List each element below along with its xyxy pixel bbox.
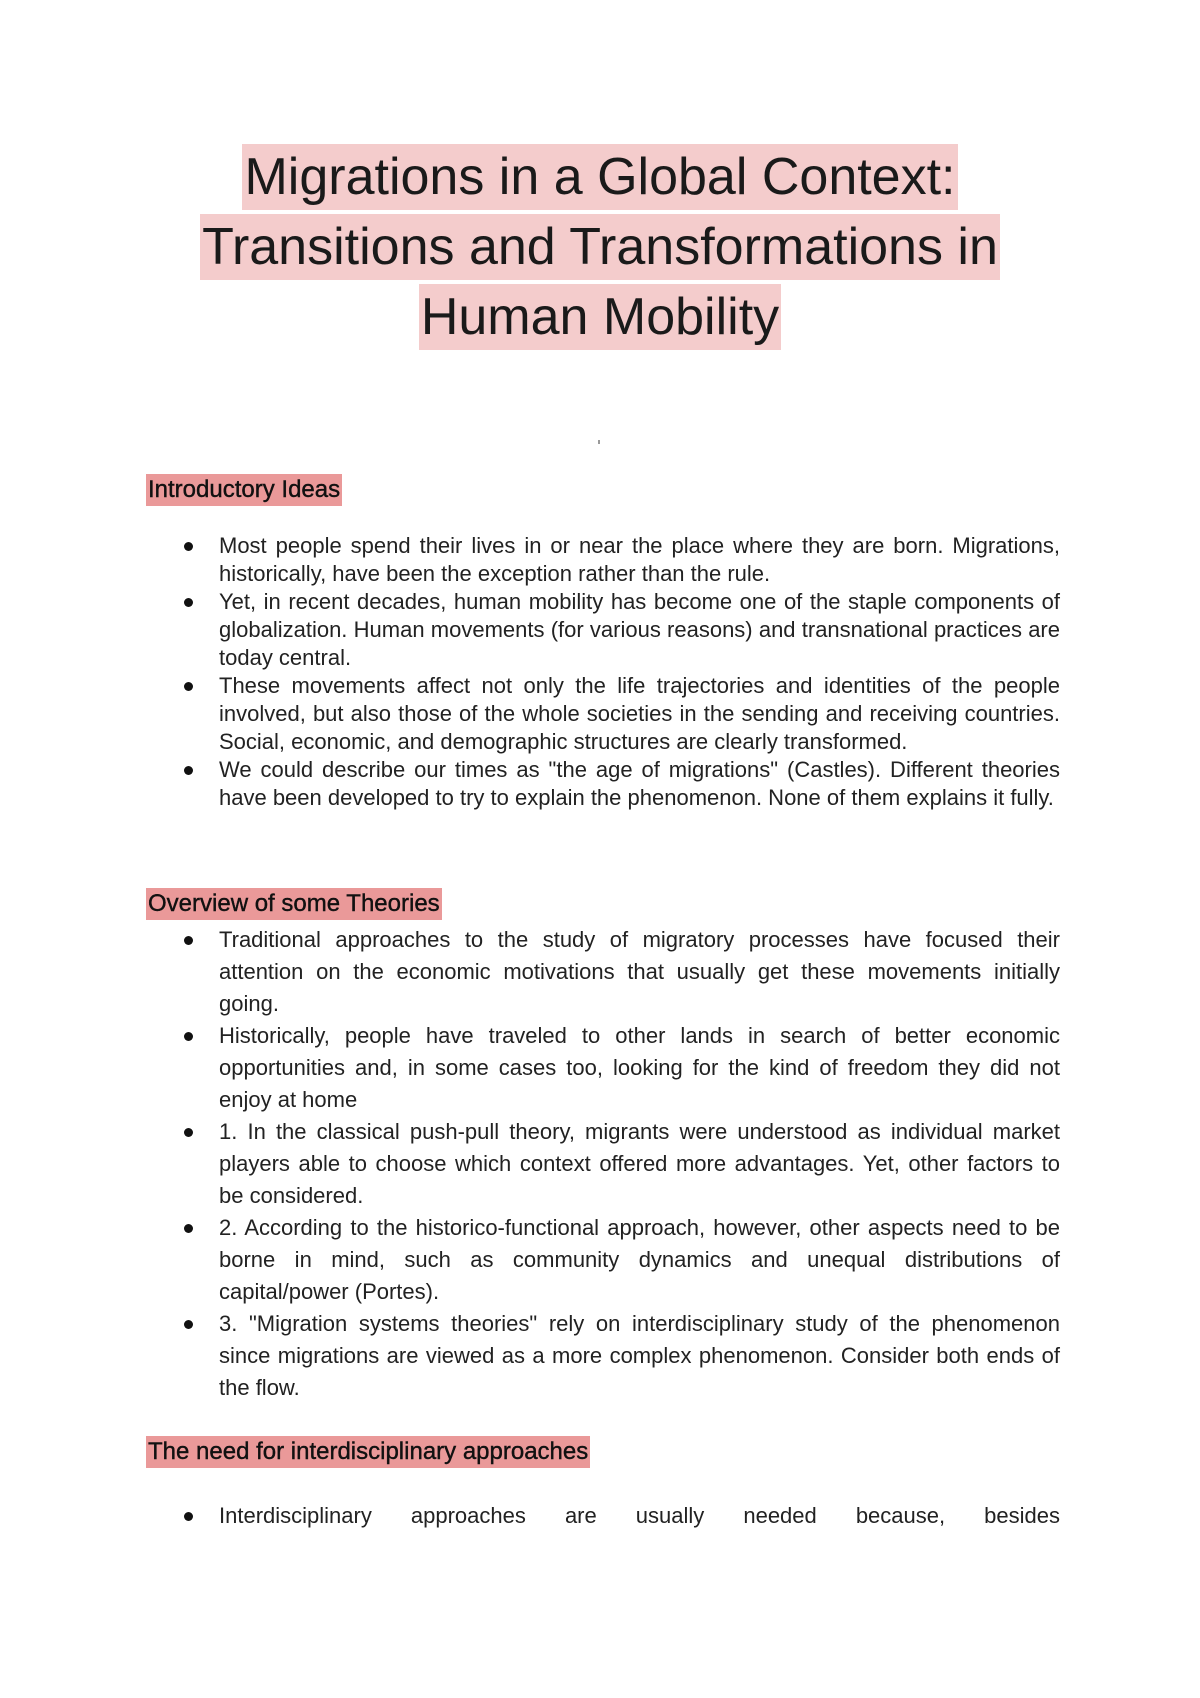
bullet-dot-icon	[184, 682, 193, 691]
section-heading: The need for interdisciplinary approaches	[146, 1436, 590, 1468]
list-item	[146, 1116, 1060, 1212]
bullet-dot-icon	[184, 598, 193, 607]
list-item	[146, 588, 1060, 672]
bullet-dot-icon	[184, 1032, 193, 1041]
bullet-list	[146, 1500, 1060, 1532]
list-item	[146, 1212, 1060, 1308]
bullet-dot-icon	[184, 1128, 193, 1137]
bullet-dot-icon	[184, 1224, 193, 1233]
section-heading: Overview of some Theories	[146, 888, 442, 920]
document-title	[0, 142, 1200, 352]
bullet-list	[146, 924, 1060, 1404]
list-item-text: Interdisciplinary approaches are usually needed because, besides	[219, 1503, 1060, 1528]
section-interdisciplinary-approaches	[146, 1436, 1060, 1532]
list-item	[146, 1308, 1060, 1404]
list-item-text: We could describe our times as "the age of migrations" (Castles). Different theories have been developed to try to explain the phenomenon. None of them explains it fully.	[219, 757, 1060, 810]
stray-mark	[598, 440, 600, 444]
list-item-text: Most people spend their lives in or near the place where they are born. Migrations, historically, have been the exception rather than the rule.	[219, 533, 1060, 586]
section-introductory-ideas	[146, 474, 1060, 812]
list-item-text: 1. In the classical push-pull theory, migrants were understood as individual market players able to choose which context offered more advantages. Yet, other factors to be considered.	[219, 1119, 1060, 1208]
bullet-dot-icon	[184, 936, 193, 945]
list-item-text: Historically, people have traveled to other lands in search of better economic opportunities and, in some cases too, looking for the kind of freedom they did not enjoy at home	[219, 1023, 1060, 1112]
bullet-dot-icon	[184, 542, 193, 551]
list-item	[146, 1500, 1060, 1532]
section-heading: Introductory Ideas	[146, 474, 342, 506]
section-overview-of-theories	[146, 888, 1060, 1404]
bullet-list	[146, 532, 1060, 812]
list-item	[146, 1020, 1060, 1116]
list-item-text: Yet, in recent decades, human mobility has become one of the staple components of globalization. Human movements (for various reasons) and transnational practices are today central.	[219, 589, 1060, 670]
list-item-text: 2. According to the historico-functional approach, however, other aspects need to be borne in mind, such as community dynamics and unequal distributions of capital/power (Portes).	[219, 1215, 1060, 1304]
bullet-dot-icon	[184, 1320, 193, 1329]
list-item-text: 3. "Migration systems theories" rely on interdisciplinary study of the phenomenon since migrations are viewed as a more complex phenomenon. Consider both ends of the flow.	[219, 1311, 1060, 1400]
list-item	[146, 672, 1060, 756]
list-item-text: Traditional approaches to the study of migratory processes have focused their attention on the economic motivations that usually get these movements initially going.	[219, 927, 1060, 1016]
title-line-3: Human Mobility	[419, 284, 781, 350]
bullet-dot-icon	[184, 766, 193, 775]
title-line-1: Migrations in a Global Context:	[242, 144, 957, 210]
list-item	[146, 924, 1060, 1020]
list-item	[146, 756, 1060, 812]
list-item	[146, 532, 1060, 588]
bullet-dot-icon	[184, 1512, 193, 1521]
title-line-2: Transitions and Transformations in	[200, 214, 1000, 280]
list-item-text: These movements affect not only the life trajectories and identities of the people involved, but also those of the whole societies in the sending and receiving countries. Social, economic, and demographic structures are clearly transformed.	[219, 673, 1060, 754]
